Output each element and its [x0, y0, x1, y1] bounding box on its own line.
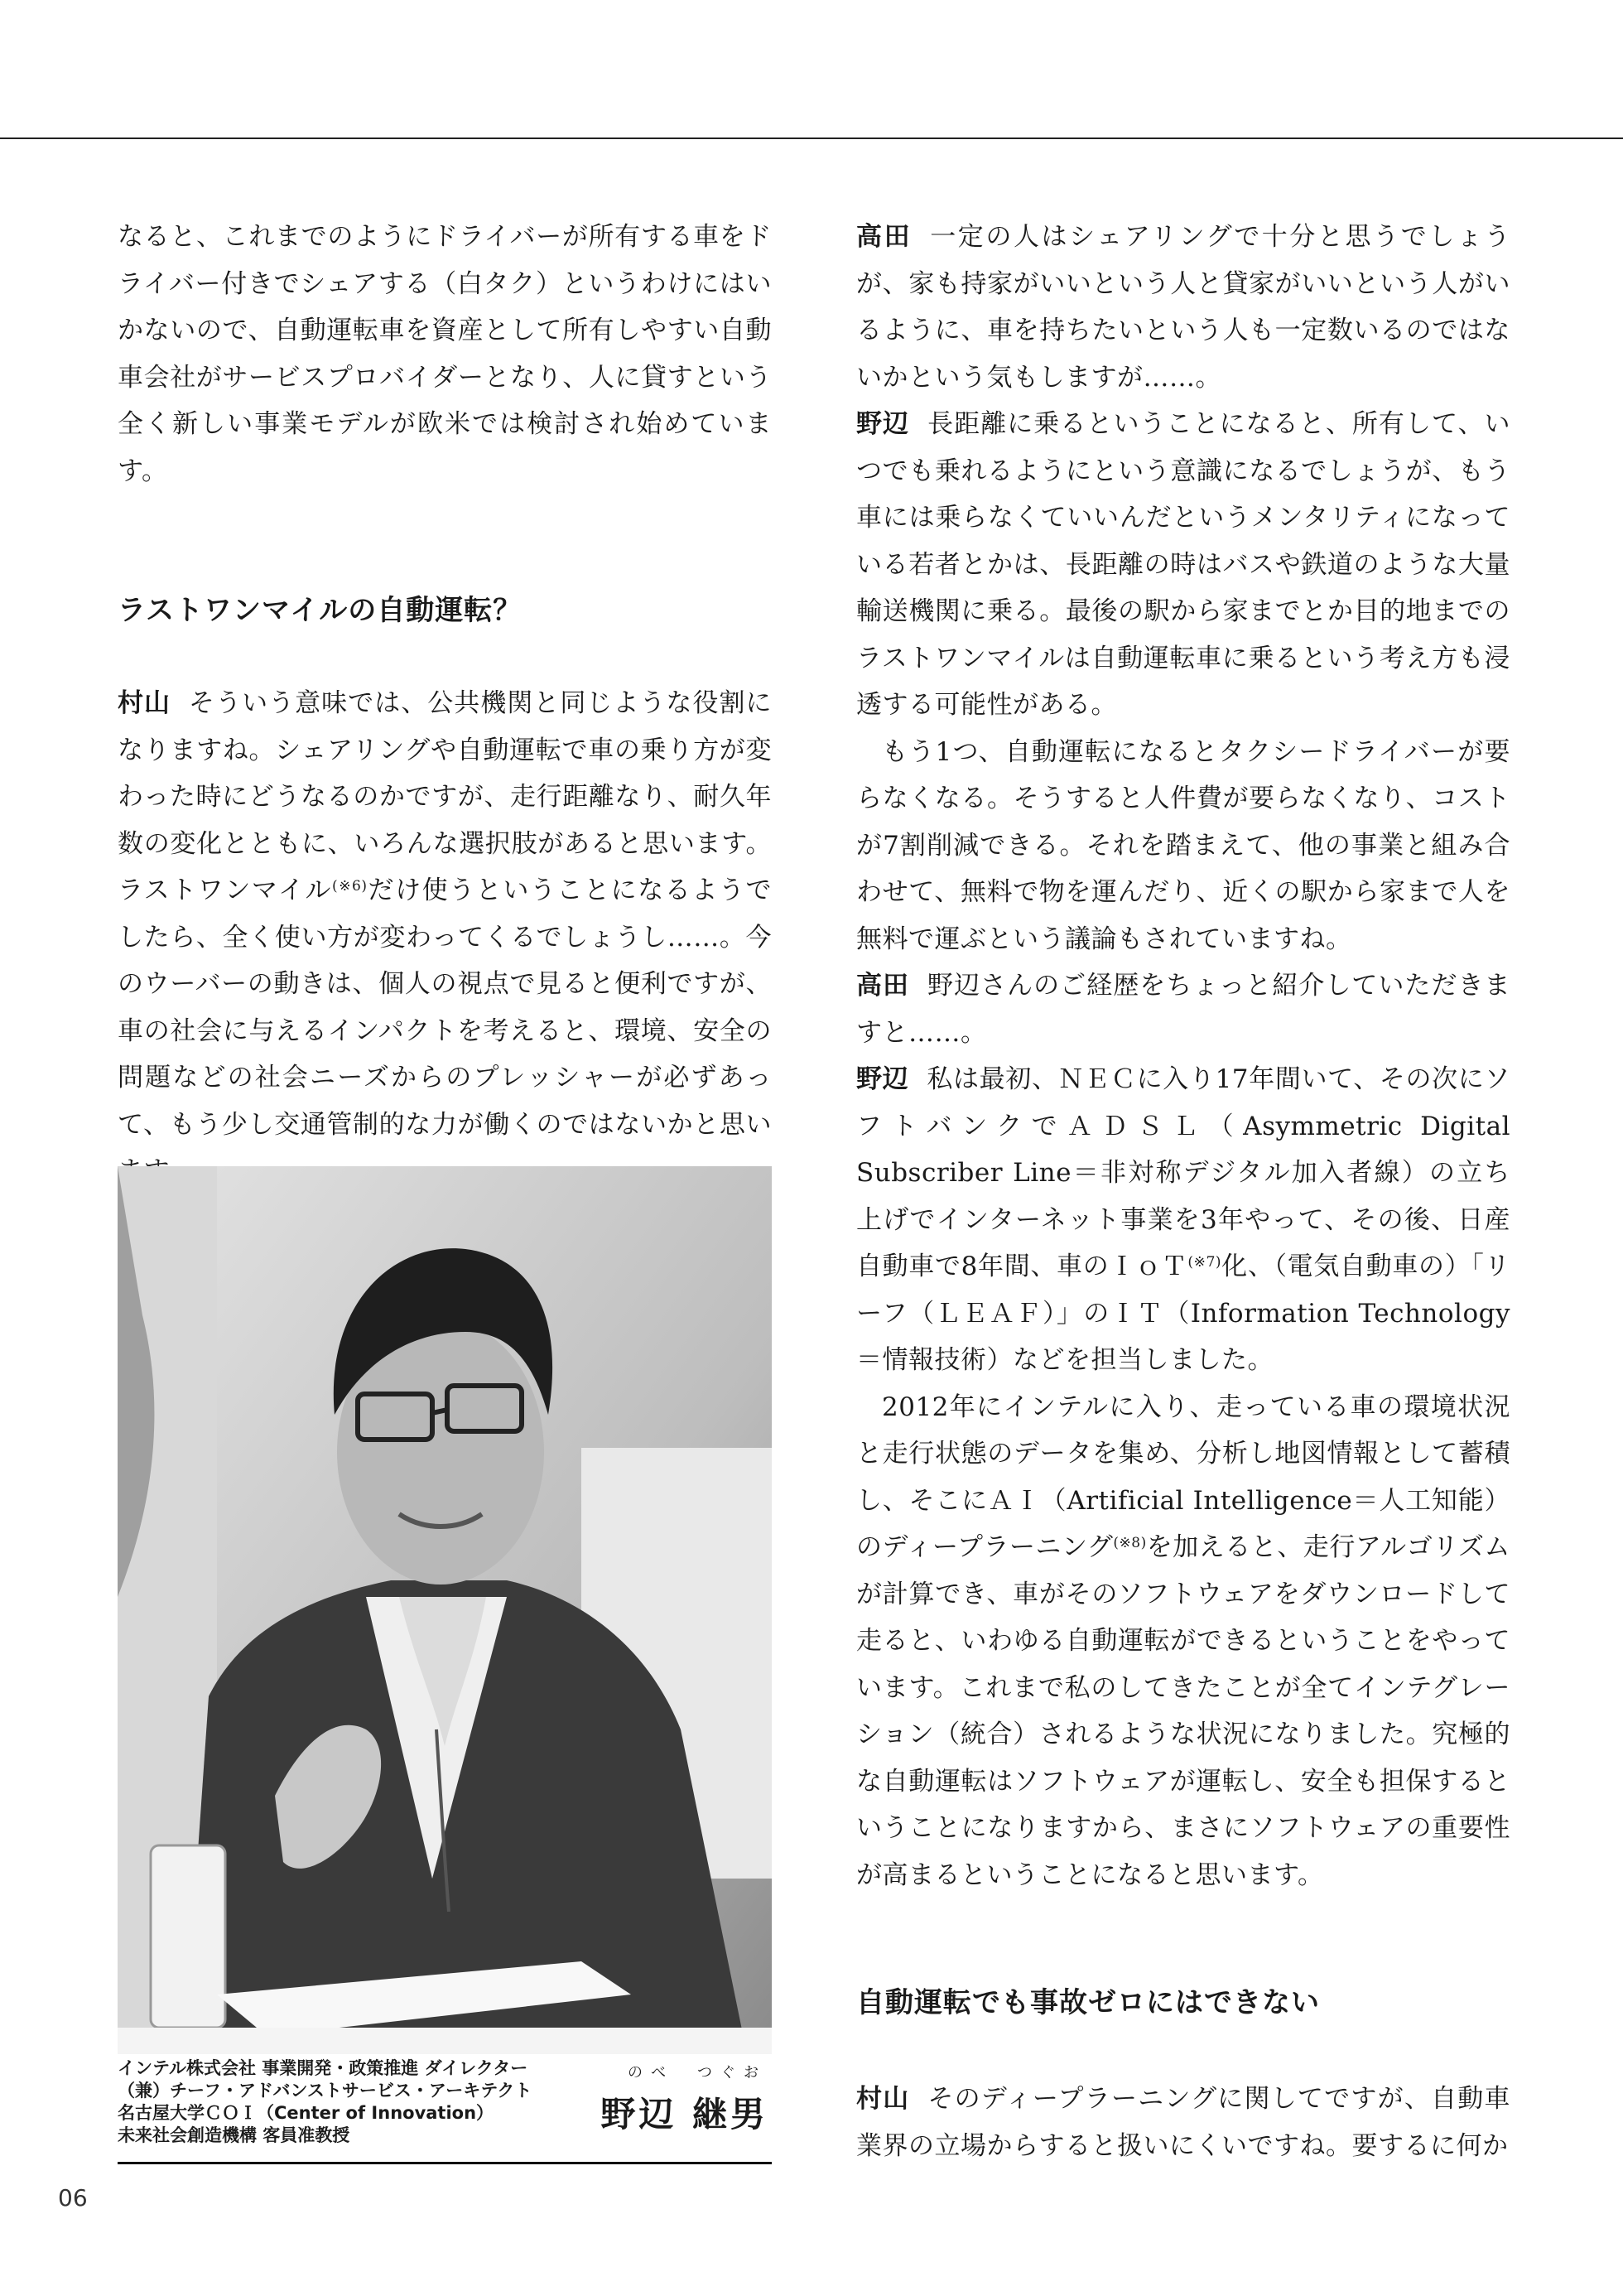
paragraph-takada-1 — [856, 214, 1510, 401]
speaker-label: 野辺 — [856, 409, 910, 439]
paragraph-text: そのディープラーニングに関してですが、自動車業界の立場からすると扱いにくいですね。要するに何か — [856, 2084, 1510, 2161]
name-furigana: のべ つぐお — [628, 2064, 767, 2081]
footnote-ref: (※6) — [332, 878, 368, 895]
speaker-label: 村山 — [118, 688, 171, 718]
section-heading-last-one-mile: ラストワンマイルの自動運転？ — [118, 594, 523, 627]
paragraph-murayama-2 — [856, 2076, 1510, 2169]
caption-line: 名古屋大学ＣＯＩ（Center of Innovation） — [118, 2103, 494, 2123]
paragraph-nobe-4 — [856, 1384, 1510, 1899]
caption-affiliations — [118, 2057, 532, 2147]
paragraph-text: 私は最初、ＮＥＣに入り17年間いて、その次にソフトバンクでＡＤＳＬ（Asymmetric Digital Subscriber Line＝非対称デジタル加入者線）の立ち上げでインターネット事業を3年やって、その後、日産自動車で8年間、車のＩｏＴ — [856, 1064, 1511, 1281]
caption-rule — [118, 2162, 772, 2164]
person-name: 野辺 継男 — [600, 2094, 768, 2134]
paragraph-nobe-2: もう1つ、自動運転になるとタクシードライバーが要らなくなる。そうすると人件費が要らなくなり、コストが7割削減できる。それを踏まえて、他の事業と組み合わせて、無料で物を運んだり、近くの駅から家まで人を無料で運ぶという議論もされていますね。 — [856, 736, 1510, 954]
section-heading-zero-accidents: 自動運転でも事故ゼロにはできない — [856, 1986, 1320, 2019]
paragraph-nobe-3 — [856, 1056, 1510, 1384]
speaker-label: 村山 — [856, 2084, 910, 2114]
paragraph-text: 長距離に乗るということになると、所有して、いつでも乗れるようにという意識になるでしょうが、もう車には乗らなくていいんだというメンタリティになっている若者とかは、長距離の時はバスや鉄道のような大量輸送機関に乗る。最後の駅から家までとか目的地までのラストワンマイルは自動運転車に乗るという考え方も浸透する可能性がある。 — [856, 409, 1510, 720]
paragraph-text: を加えると、走行アルゴリズムが計算でき、車がそのソフトウェアをダウンロードして走ると、いわゆる自動運転ができるということをやっています。これまで私のしてきたことが全てインテグレーション（統合）されるような状況になりました。究極的な自動運転はソフトウェアが運転し、安全も担保するということになりますから、まさにソフトウェアの重要性が高まるということになると思います。 — [856, 1532, 1510, 1890]
photo-caption — [118, 2057, 772, 2160]
speaker-label: 高田 — [856, 971, 910, 1001]
speaker-label: 高田 — [856, 222, 913, 252]
caption-line: （兼）チーフ・アドバンストサービス・アーキテクト — [118, 2081, 532, 2101]
paragraph-takada-2 — [856, 962, 1510, 1056]
footnote-ref: (※7) — [1187, 1254, 1222, 1271]
speaker-label: 野辺 — [856, 1064, 909, 1094]
caption-line: 未来社会創造機構 客員准教授 — [118, 2125, 350, 2145]
paragraph-nobe-1 — [856, 401, 1510, 729]
footnote-ref: (※8) — [1113, 1535, 1147, 1551]
caption-line: インテル株式会社 事業開発・政策推進 ダイレクター — [118, 2058, 528, 2078]
paragraph-text: そういう意味では、公共機関と同じような役割になりますね。シェアリングや自動運転で車の乗り方が変わった時にどうなるのかですが、走行距離なり、耐久年数の変化とともに、いろんな選択肢があると思います。ラストワンマイル — [118, 688, 773, 905]
paragraph-text: だけ使うということになるようでしたら、全く使い方が変わってくるでしょうし……。今のウーバーの動きは、個人の視点で見ると便利ですが、車の社会に与えるインパクトを考えると、環境、安全の問題などの社会ニーズからのプレッシャーが必ずあって、もう少し交通管制的な力が働くのではないかと思い — [118, 875, 772, 1140]
portrait-photo — [118, 1166, 772, 2054]
paragraph-text: 2012年にインテルに入り、走っている車の環境状況と走行状態のデータを集め、分析し地図情報として蓄積し、そこにＡＩ（Artificial Intelligence＝人工知能）のディープラーニング — [856, 1392, 1510, 1562]
right-column — [856, 214, 1510, 2169]
paragraph-text: 野辺さんのご経歴をちょっと紹介していただきますと……。 — [856, 971, 1511, 1048]
top-rule — [0, 137, 1623, 139]
paragraph-murayama-1 — [118, 680, 772, 1195]
paragraph-text: 一定の人はシェアリングで十分と思うでしょうが、家も持家がいいという人と貸家がいいという人がいるように、車を持ちたいという人も一定数いるのではないかという気もしますが……。 — [856, 222, 1510, 393]
left-column — [118, 214, 772, 1195]
intro-paragraph: なると、これまでのようにドライバーが所有する車をドライバー付きでシェアする（白タク）というわけにはいかないので、自動運転車を資産として所有しやすい自動車会社がサービスプロバイダーとなり、人に貸すという全く新しい事業モデルが欧米では検討され始めています。 — [118, 222, 772, 486]
page-number: 06 — [58, 2184, 88, 2212]
paragraph-text: 化、（電気自動車の）「リーフ（ＬＥＡＦ）」のＩＴ（Information Technology＝情報技術）などを担当しました。 — [856, 1252, 1510, 1375]
